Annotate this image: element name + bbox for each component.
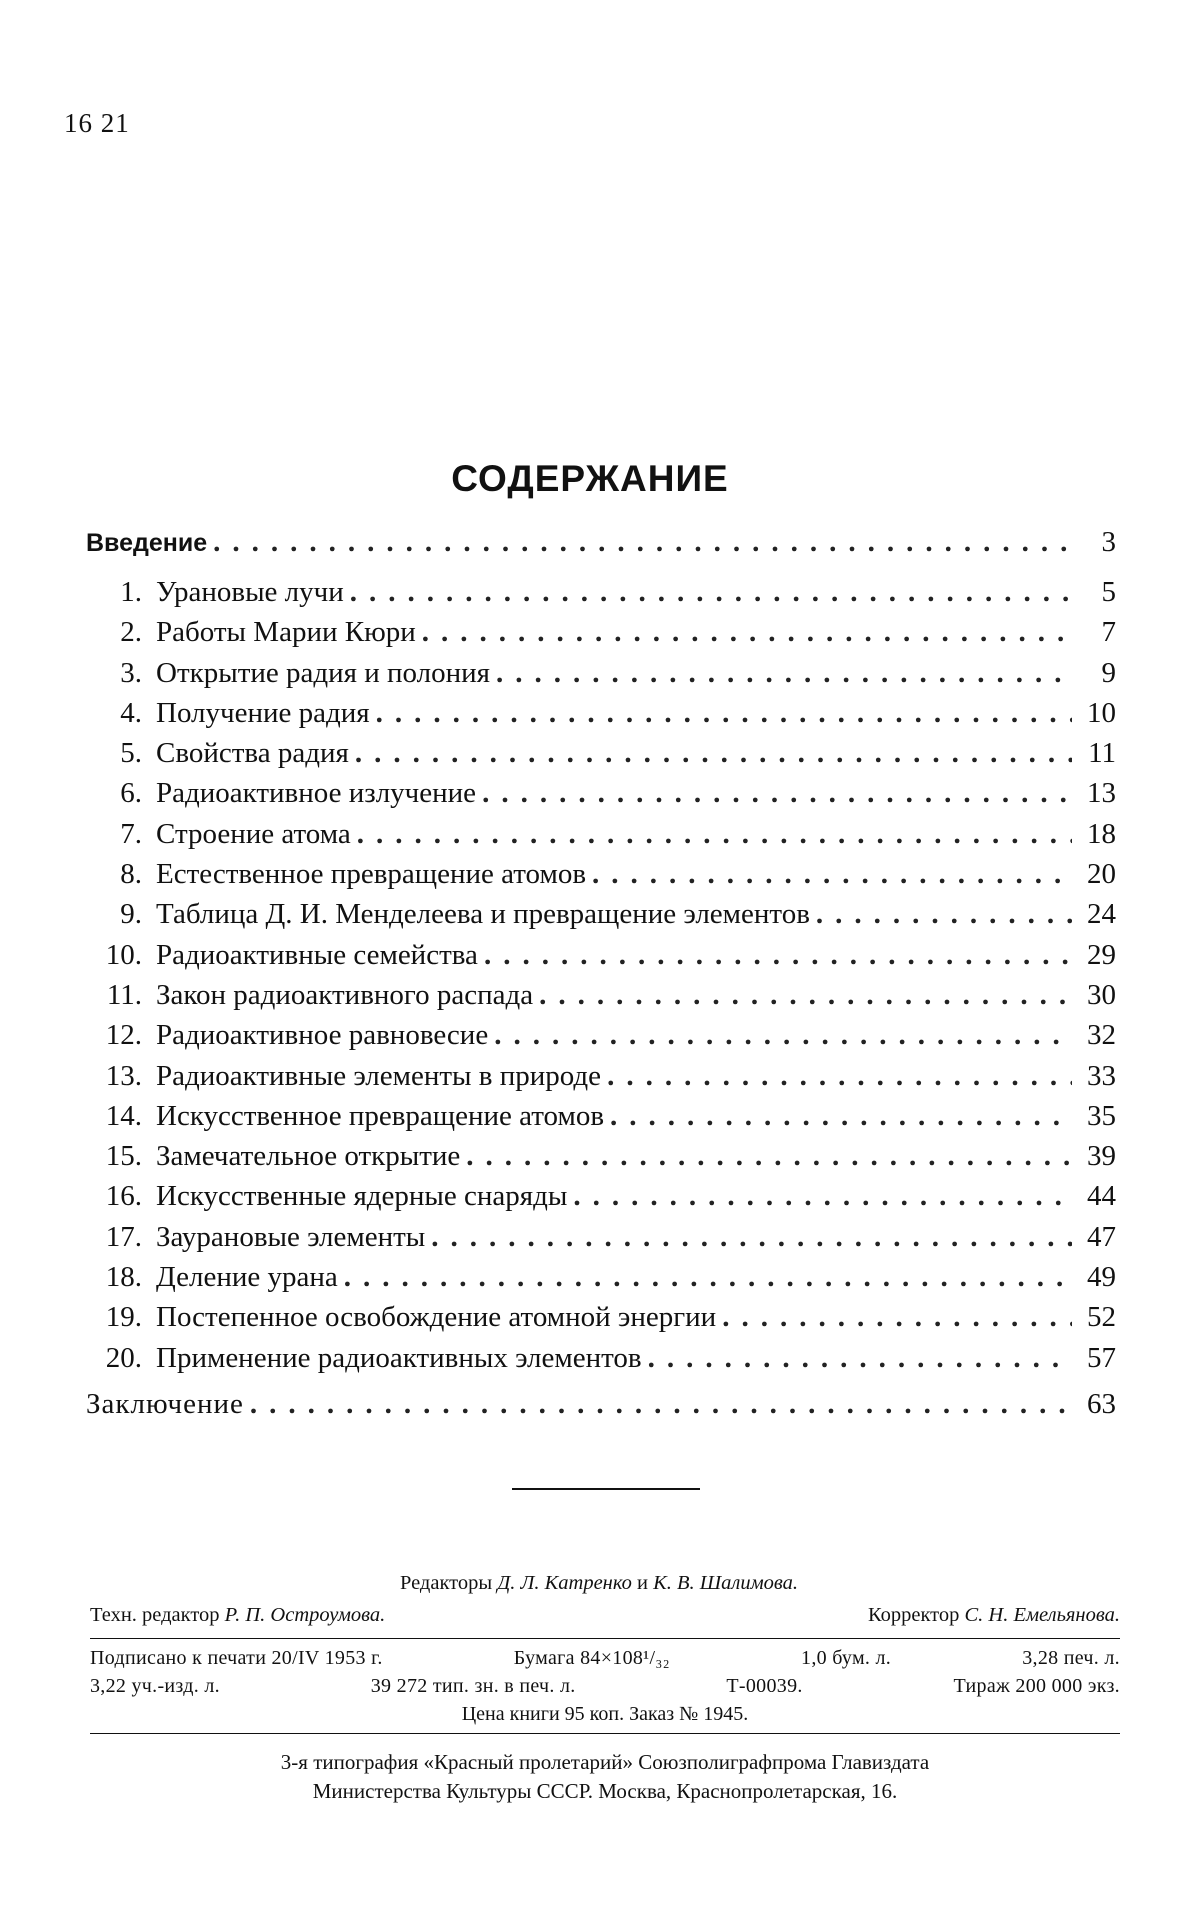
toc-entry-number: 11.	[106, 978, 142, 1011]
toc-entry-page: 32	[1087, 1019, 1116, 1052]
toc-entry-title: Радиоактивные семейства	[156, 938, 478, 971]
imprint-rule	[90, 1733, 1120, 1734]
toc-entry[interactable]	[86, 1180, 1116, 1220]
toc-entry-number: 13.	[105, 1059, 142, 1092]
registration-number: Т-00039.	[726, 1675, 803, 1697]
toc-items	[86, 576, 1116, 1382]
tech-editor	[90, 1604, 385, 1636]
toc-entry-title: Искусственное превращение атомов	[156, 1099, 605, 1132]
toc-entry[interactable]	[86, 1261, 1116, 1301]
toc-entry-page: 57	[1087, 1341, 1116, 1374]
toc-entry-page: 33	[1087, 1059, 1116, 1092]
toc-entry[interactable]	[86, 777, 1116, 817]
toc-entry-number: 18.	[105, 1261, 142, 1294]
toc-leader-dots	[355, 737, 1072, 770]
toc-leader-dots	[539, 979, 1072, 1012]
editor-name: Д. Л. Катренко	[497, 1572, 632, 1594]
toc-entry-page: 3	[1101, 526, 1116, 558]
toc-leader-dots	[648, 1342, 1072, 1375]
toc-entry-number: 8.	[120, 858, 142, 891]
paper-format: Бумага 84×108¹/₃₂	[513, 1647, 670, 1669]
toc-leader-dots	[494, 1019, 1072, 1052]
toc-entry-number: 16.	[105, 1180, 142, 1213]
toc-entry-title: Введение	[86, 529, 208, 557]
toc-entry-number: 12.	[105, 1019, 142, 1052]
editor-name: К. В. Шалимова.	[653, 1572, 799, 1594]
toc-entry-title: Заурановые элементы	[156, 1220, 426, 1253]
toc-entry-conclusion[interactable]	[86, 1388, 1116, 1428]
toc-entry-page: 39	[1087, 1140, 1116, 1173]
section-divider	[512, 1488, 700, 1490]
price-order-line: Цена книги 95 коп. Заказ № 1945.	[461, 1703, 749, 1725]
editors-line	[84, 1572, 1114, 1604]
printer-info	[90, 1748, 1120, 1806]
tech-editor-label: Техн. редактор	[90, 1604, 220, 1626]
toc-entry-title: Деление урана	[156, 1261, 338, 1294]
toc-entry-title: Строение атома	[156, 817, 351, 850]
toc-entry-title: Радиоактивные элементы в природе	[156, 1059, 602, 1092]
page-title: СОДЕРЖАНИЕ	[451, 458, 729, 499]
toc-leader-dots	[422, 616, 1072, 649]
toc-entry-page: 10	[1087, 696, 1116, 729]
toc-entry-number: 19.	[105, 1301, 142, 1334]
toc-entry[interactable]	[86, 818, 1116, 858]
corrector	[868, 1604, 1120, 1636]
toc-entry-intro[interactable]	[86, 526, 1116, 576]
page-number: 16 21	[64, 108, 130, 138]
toc-leader-dots	[722, 1301, 1072, 1334]
toc-leader-dots	[350, 576, 1072, 609]
toc-entry-page: 13	[1087, 777, 1116, 810]
imprint-line-2	[90, 1675, 1120, 1703]
toc-entry[interactable]	[86, 939, 1116, 979]
toc-entry[interactable]	[86, 576, 1116, 616]
imprint-rule	[90, 1638, 1120, 1639]
toc-entry-title: Заключение	[86, 1387, 244, 1420]
toc-entry-page: 47	[1087, 1220, 1116, 1253]
toc-entry[interactable]	[86, 697, 1116, 737]
toc-entry-page: 7	[1101, 616, 1116, 649]
conjunction: и	[637, 1572, 648, 1594]
table-of-contents	[86, 526, 1116, 1428]
toc-entry-title: Естественное превращение атомов	[156, 858, 587, 891]
toc-entry[interactable]	[86, 1140, 1116, 1180]
toc-leader-dots	[607, 1060, 1072, 1093]
toc-entry-title: Таблица Д. И. Менделеева и превращение элементов	[156, 898, 810, 931]
toc-entry[interactable]	[86, 858, 1116, 898]
toc-entry-number: 7.	[120, 817, 142, 850]
toc-leader-dots	[592, 858, 1072, 891]
toc-leader-dots	[250, 1388, 1072, 1421]
toc-entry-page: 44	[1087, 1180, 1116, 1213]
toc-entry-page: 52	[1087, 1301, 1116, 1334]
toc-entry[interactable]	[86, 1019, 1116, 1059]
toc-entry[interactable]	[86, 1301, 1116, 1341]
toc-leader-dots	[482, 777, 1072, 810]
toc-entry-number: 6.	[120, 777, 142, 810]
toc-entry-title: Свойства радия	[156, 737, 349, 770]
printer-line: Министерства Культуры СССР. Москва, Краснопролетарская, 16.	[312, 1779, 898, 1803]
toc-leader-dots	[213, 526, 1072, 559]
toc-entry-page: 18	[1087, 817, 1116, 850]
toc-entry-page: 11	[1088, 737, 1116, 770]
toc-entry-page: 49	[1087, 1261, 1116, 1294]
printer-line: 3-я типография «Красный пролетарий» Союзполиграфпрома Главиздата	[280, 1750, 930, 1774]
tech-editor-row	[90, 1604, 1120, 1636]
toc-leader-dots	[484, 939, 1072, 972]
imprint-block	[90, 1572, 1120, 1806]
editors-label: Редакторы	[399, 1572, 493, 1594]
toc-entry[interactable]	[86, 1060, 1116, 1100]
paper-sheets: 1,0 бум. л.	[801, 1647, 892, 1669]
imprint-line-1	[90, 1647, 1120, 1675]
characters-per-sheet: 39 272 тип. зн. в печ. л.	[370, 1675, 576, 1697]
toc-leader-dots	[816, 898, 1072, 931]
toc-entry[interactable]	[86, 1342, 1116, 1382]
toc-entry-number: 10.	[105, 938, 142, 971]
toc-leader-dots	[573, 1180, 1072, 1213]
toc-entry-page: 5	[1101, 576, 1116, 608]
toc-entry-title: Применение радиоактивных элементов	[156, 1341, 642, 1374]
toc-entry-page: 35	[1087, 1099, 1116, 1132]
toc-entry-page: 20	[1087, 858, 1116, 891]
toc-entry-number: 20.	[105, 1341, 142, 1374]
toc-entry-page: 29	[1087, 938, 1116, 971]
toc-entry-number: 5.	[120, 737, 142, 770]
toc-entry-number: 2.	[120, 616, 142, 649]
toc-entry[interactable]	[86, 1100, 1116, 1140]
toc-entry-title: Урановые лучи	[156, 576, 344, 608]
toc-entry-page: 63	[1087, 1387, 1116, 1420]
toc-entry-title: Постепенное освобождение атомной энергии	[156, 1301, 717, 1334]
toc-entry-title: Закон радиоактивного распада	[156, 978, 534, 1011]
toc-entry-title: Открытие радия и полония	[156, 656, 490, 689]
toc-entry-title: Замечательное открытие	[156, 1140, 461, 1173]
toc-leader-dots	[610, 1100, 1072, 1133]
corrector-label: Корректор	[867, 1604, 960, 1626]
toc-entry-number: 1.	[120, 576, 142, 608]
toc-leader-dots	[344, 1261, 1072, 1294]
toc-entry[interactable]	[86, 979, 1116, 1019]
toc-leader-dots	[431, 1221, 1072, 1254]
toc-leader-dots	[466, 1140, 1072, 1173]
toc-leader-dots	[357, 818, 1072, 851]
toc-entry-page: 9	[1101, 656, 1116, 689]
toc-entry[interactable]	[86, 657, 1116, 697]
toc-entry-page: 24	[1087, 898, 1116, 931]
toc-leader-dots	[496, 657, 1072, 690]
tech-editor-name: Р. П. Остроумова.	[224, 1604, 386, 1626]
signed-to-print: Подписано к печати 20/IV 1953 г.	[90, 1647, 383, 1669]
toc-entry-title: Получение радия	[156, 696, 370, 729]
toc-entry[interactable]	[86, 737, 1116, 777]
toc-entry-title: Радиоактивное равновесие	[156, 1019, 489, 1052]
toc-entry-number: 15.	[105, 1140, 142, 1173]
printed-sheets: 3,28 печ. л.	[1022, 1647, 1120, 1669]
toc-entry-number: 17.	[105, 1220, 142, 1253]
toc-entry-title: Искусственные ядерные снаряды	[156, 1180, 568, 1213]
toc-entry-number: 14.	[105, 1099, 142, 1132]
toc-entry[interactable]	[86, 616, 1116, 656]
toc-entry[interactable]	[86, 1221, 1116, 1261]
toc-entry-number: 9.	[120, 898, 142, 931]
toc-leader-dots	[376, 697, 1072, 730]
toc-entry-page: 30	[1087, 978, 1116, 1011]
toc-entry[interactable]	[86, 898, 1116, 938]
toc-entry-number: 3.	[120, 656, 142, 689]
print-run: Тираж 200 000 экз.	[953, 1675, 1120, 1697]
publisher-sheets: 3,22 уч.-изд. л.	[90, 1675, 220, 1697]
toc-entry-title: Радиоактивное излучение	[156, 777, 477, 810]
corrector-name: С. Н. Емельянова.	[964, 1604, 1120, 1626]
toc-entry-title: Работы Марии Кюри	[156, 616, 416, 649]
toc-entry-number: 4.	[120, 696, 142, 729]
